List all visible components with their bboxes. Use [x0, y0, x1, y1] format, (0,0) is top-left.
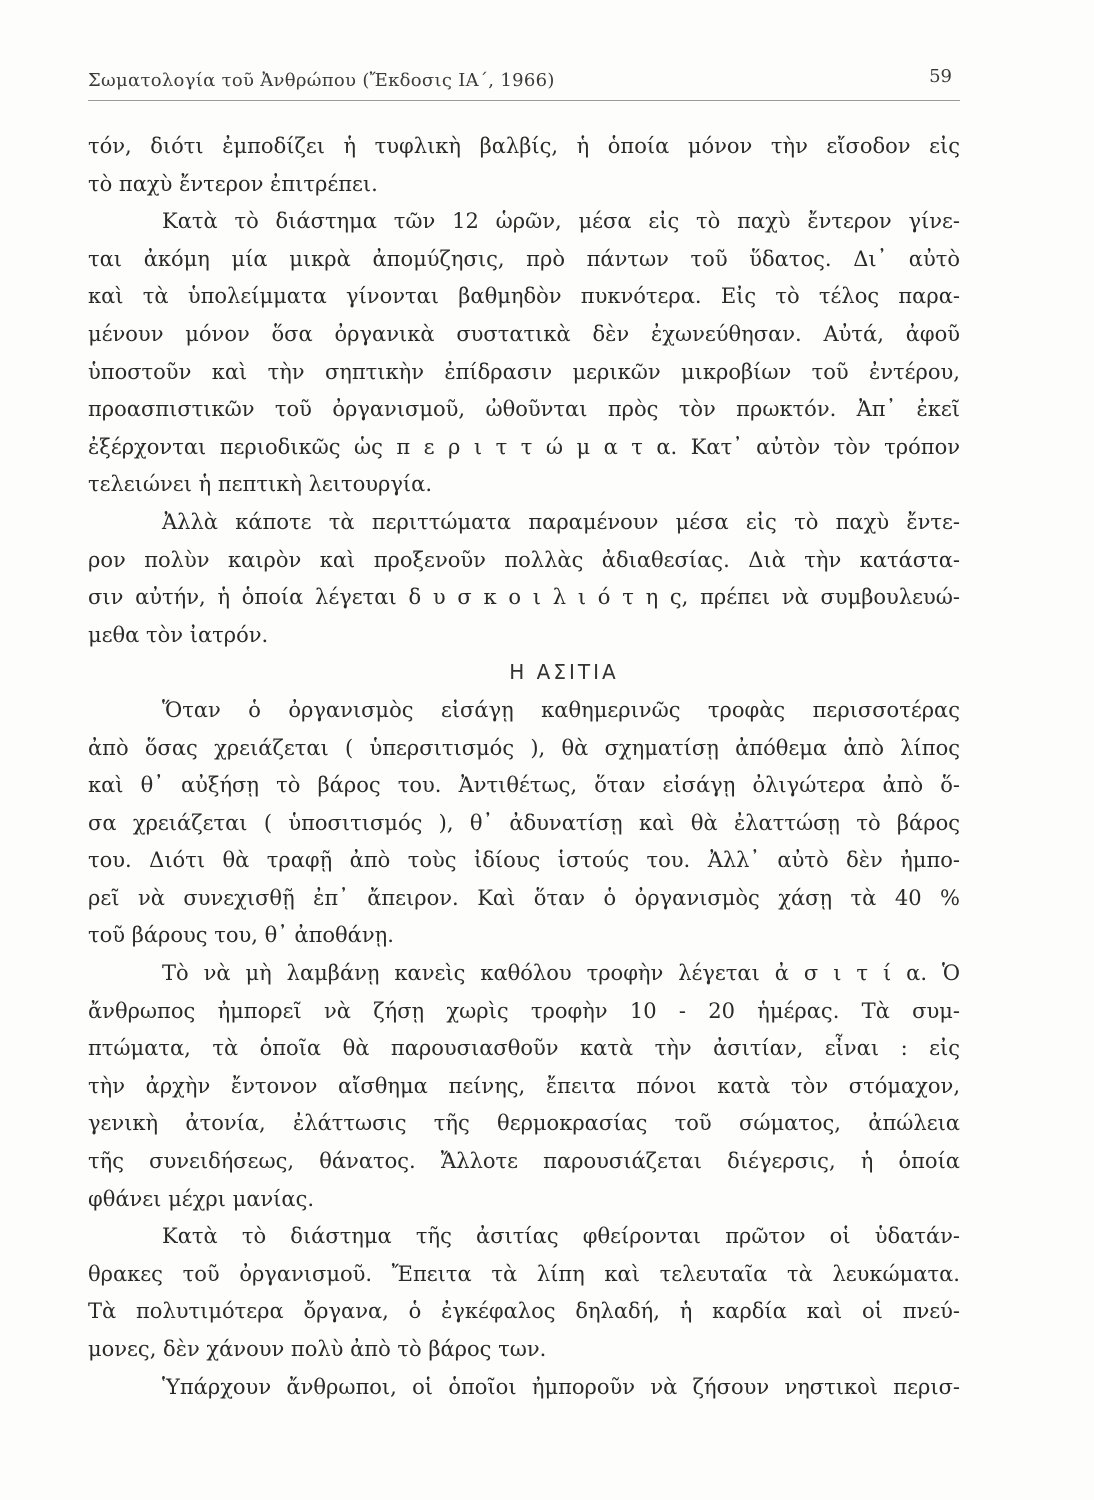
paragraph: [88, 1369, 960, 1407]
text-line: μεθα τὸν ἰατρόν.: [88, 622, 269, 647]
text-line: μένουν μόνον ὅσα ὀργανικὰ συστατικὰ δὲν ἐχωνεύθησαν. Αὐτά, ἀφοῦ: [88, 321, 960, 346]
paragraph: [88, 1218, 960, 1368]
text-line: ρον πολὺν καιρὸν καὶ προξενοῦν πολλὰς ἀδιαθεσίας. Διὰ τὴν κατάστα-: [88, 547, 960, 572]
text-line: προασπιστικῶν τοῦ ὀργανισμοῦ, ὠθοῦνται πρὸς τὸν πρωκτόν. Ἀπ᾽ ἐκεῖ: [88, 397, 960, 422]
paragraph: [88, 504, 960, 654]
text-line: Κατὰ τὸ διάστημα τῆς ἀσιτίας φθείρονται πρῶτον οἱ ὑδατάν-: [162, 1224, 960, 1249]
text-line: Ὅταν ὁ ὀργανισμὸς εἰσάγῃ καθημερινῶς τροφὰς περισσοτέρας: [162, 697, 960, 722]
text-line: ρεῖ νὰ συνεχισθῇ ἐπ᾽ ἄπειρον. Καὶ ὅταν ὁ ὀργανισμὸς χάσῃ τὰ 40 %: [88, 885, 960, 910]
text-line: τῆς συνειδήσεως, θάνατος. Ἄλλοτε παρουσιάζεται διέγερσις, ἡ ὁποία: [88, 1149, 960, 1174]
paragraph: [88, 128, 960, 203]
paragraph: [88, 203, 960, 504]
text-line: τὴν ἀρχὴν ἔντονον αἴσθημα πείνης, ἔπειτα πόνοι κατὰ τὸν στόμαχον,: [88, 1073, 960, 1098]
text-line: ἀπὸ ὅσας χρειάζεται ( ὑπερσιτισμός ), θὰ σχηματίσῃ ἀπόθεμα ἀπὸ λίπος: [88, 735, 960, 760]
text-line: ται ἀκόμη μία μικρὰ ἀπομύζησις, πρὸ πάντων τοῦ ὕδατος. Δι᾽ αὐτὸ: [88, 246, 960, 271]
text-line: Ὑπάρχουν ἄνθρωποι, οἱ ὁποῖοι ἠμποροῦν νὰ ζήσουν νηστικοὶ περισ-: [162, 1374, 960, 1399]
text-line: ἄνθρωπος ἠμπορεῖ νὰ ζήσῃ χωρὶς τροφὴν 10 - 20 ἡμέρας. Τὰ συμ-: [88, 998, 960, 1023]
text-line: του. Διότι θὰ τραφῇ ἀπὸ τοὺς ἰδίους ἱστούς του. Ἀλλ᾽ αὐτὸ δὲν ἠμπο-: [88, 848, 960, 873]
text-line: τοῦ βάρους του, θ᾽ ἀποθάνῃ.: [88, 923, 394, 948]
text-line: φθάνει μέχρι μανίας.: [88, 1186, 315, 1211]
text-line: Τὰ πολυτιμότερα ὄργανα, ὁ ἐγκέφαλος δηλαδή, ἡ καρδία καὶ οἱ πνεύ-: [88, 1299, 960, 1324]
text-line: Ἀλλὰ κάποτε τὰ περιττώματα παραμένουν μέσα εἰς τὸ παχὺ ἔντε-: [162, 509, 960, 534]
text-line: Τὸ νὰ μὴ λαμβάνῃ κανεὶς καθόλου τροφὴν λέγεται ἀ σ ι τ ί α. Ὁ: [162, 961, 960, 986]
text-line: θρακες τοῦ ὀργανισμοῦ. Ἔπειτα τὰ λίπη καὶ τελευταῖα τὰ λευκώματα.: [88, 1261, 960, 1286]
running-header: [88, 66, 960, 101]
text-line: Κατὰ τὸ διάστημα τῶν 12 ὡρῶν, μέσα εἰς τὸ παχὺ ἔντερον γίνε-: [162, 209, 960, 234]
text-line: τὸ παχὺ ἔντερον ἐπιτρέπει.: [88, 171, 378, 196]
page-number: 59: [929, 66, 952, 87]
section-heading: Η ΑΣΙΤΙΑ: [509, 660, 619, 685]
text-line: ὑποστοῦν καὶ τὴν σηπτικὴν ἐπίδρασιν μερικῶν μικροβίων τοῦ ἐντέρου,: [88, 359, 960, 384]
body-text: [88, 128, 960, 1406]
text-line: σιν αὐτήν, ἡ ὁποία λέγεται δ υ σ κ ο ι λ ι ό τ η ς, πρέπει νὰ συμβουλευώ-: [88, 585, 960, 610]
text-line: καὶ τὰ ὑπολείμματα γίνονται βαθμηδὸν πυκνότερα. Εἰς τὸ τέλος παρα-: [88, 284, 960, 309]
text-line: τόν, διότι ἐμποδίζει ἡ τυφλικὴ βαλβίς, ἡ ὁποία μόνον τὴν εἴσοδον εἰς: [88, 134, 960, 158]
text-line: μονες, δὲν χάνουν πολὺ ἀπὸ τὸ βάρος των.: [88, 1337, 547, 1361]
text-line: καὶ θ᾽ αὐξήσῃ τὸ βάρος του. Ἀντιθέτως, ὅταν εἰσάγῃ ὀλιγώτερα ἀπὸ ὅ-: [88, 773, 960, 798]
text-line: σα χρειάζεται ( ὑποσιτισμός ), θ᾽ ἀδυνατίσῃ καὶ θὰ ἐλαττώσῃ τὸ βάρος: [88, 810, 960, 835]
running-title: Σωματολογία τοῦ Ἀνθρώπου (Ἔκδοσις ΙΑ΄, 1966): [88, 70, 555, 91]
text-line: ἐξέρχονται περιοδικῶς ὡς π ε ρ ι τ τ ώ μ α τ α. Κατ᾽ αὐτὸν τὸν τρόπον: [88, 434, 960, 459]
text-line: πτώματα, τὰ ὁποῖα θὰ παρουσιασθοῦν κατὰ τὴν ἀσιτίαν, εἶναι : εἰς: [88, 1036, 960, 1061]
text-line: τελειώνει ἡ πεπτικὴ λειτουργία.: [88, 472, 433, 497]
paragraph: [88, 692, 960, 955]
text-line: γενικὴ ἀτονία, ἐλάττωσις τῆς θερμοκρασίας τοῦ σώματος, ἀπώλεια: [88, 1111, 960, 1136]
paragraph: [88, 955, 960, 1218]
